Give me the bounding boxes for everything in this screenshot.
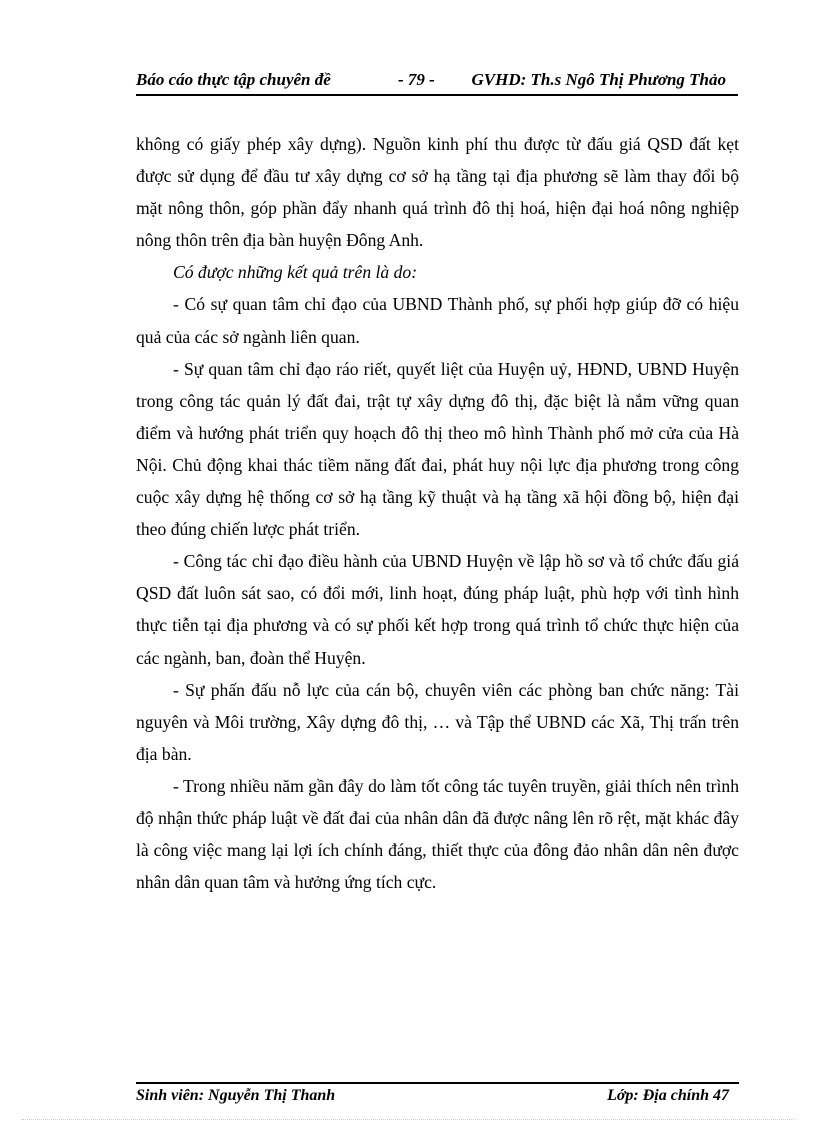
bullet-paragraph: - Công tác chỉ đạo điều hành của UBND Huyện về lập hồ sơ và tổ chức đấu giá QSD đất luôn sát sao, có đổi mới, linh hoạt, đúng pháp luật, phù hợp với tình hình thực tiễn tại địa phương và có sự phối kết hợp trong quá trình tổ chức thực hiện của các ngành, ban, đoàn thể Huyện. (136, 551, 739, 668)
page-edge-divider (22, 1119, 794, 1120)
report-title: Báo cáo thực tập chuyên đề (136, 70, 331, 89)
results-intro: Có được những kết quả trên là do: (173, 262, 418, 283)
page-footer (136, 1082, 739, 1110)
page-header (136, 68, 738, 96)
bullet-paragraph: - Có sự quan tâm chỉ đạo của UBND Thành phố, sự phối hợp giúp đỡ có hiệu quả của các sở ngành liên quan. (136, 294, 739, 347)
bullet-paragraph: - Trong nhiều năm gần đây do làm tốt công tác tuyên truyền, giải thích nên trình độ nhận thức pháp luật về đất đai của nhân dân đã được nâng lên rõ rệt, mặt khác đây là công việc mang lại lợi ích chính đáng, thiết thực của đông đảo nhân dân nên được nhân dân quan tâm và hưởng ứng tích cực. (136, 775, 739, 893)
bullet-paragraph: - Sự phấn đấu nỗ lực của cán bộ, chuyên viên các phòng ban chức năng: Tài nguyên và Môi trường, Xây dựng đô thị, … và Tập thể UBND các Xã, Thị trấn trên địa bàn. (136, 679, 739, 764)
paragraph: không có giấy phép xây dựng). Nguồn kinh phí thu được từ đấu giá QSD đất kẹt được sử dụng để đầu tư xây dựng cơ sở hạ tầng tại địa phương sẽ làm thay đổi bộ mặt nông thôn, góp phần đẩy nhanh quá trình đô thị hoá, hiện đại hoá nông nghiệp nông thôn trên địa bàn huyện Đông Anh. (136, 134, 739, 251)
body-text (136, 128, 739, 898)
student-name: Sinh viên: Nguyễn Thị Thanh (136, 1087, 336, 1104)
page-number: - 79 - (398, 70, 435, 89)
bullet-paragraph: - Sự quan tâm chỉ đạo ráo riết, quyết liệt của Huyện uỷ, HĐND, UBND Huyện trong công tác quản lý đất đai, trật tự xây dựng đô thị, đặc biệt là nắm vững quan điểm và hướng phát triển quy hoạch đô thị theo mô hình Thành phố mở cửa của Hà Nội. Chủ động khai thác tiềm năng đất đai, phát huy nội lực địa phương trong công cuộc xây dựng hệ thống cơ sở hạ tầng kỹ thuật và hạ tầng xã hội đồng bộ, hiện đại theo đúng chiến lược phát triển. (136, 358, 739, 540)
advisor-name: GVHD: Th.s Ngô Thị Phương Thảo (471, 70, 726, 89)
class-name: Lớp: Địa chính 47 (607, 1087, 729, 1104)
